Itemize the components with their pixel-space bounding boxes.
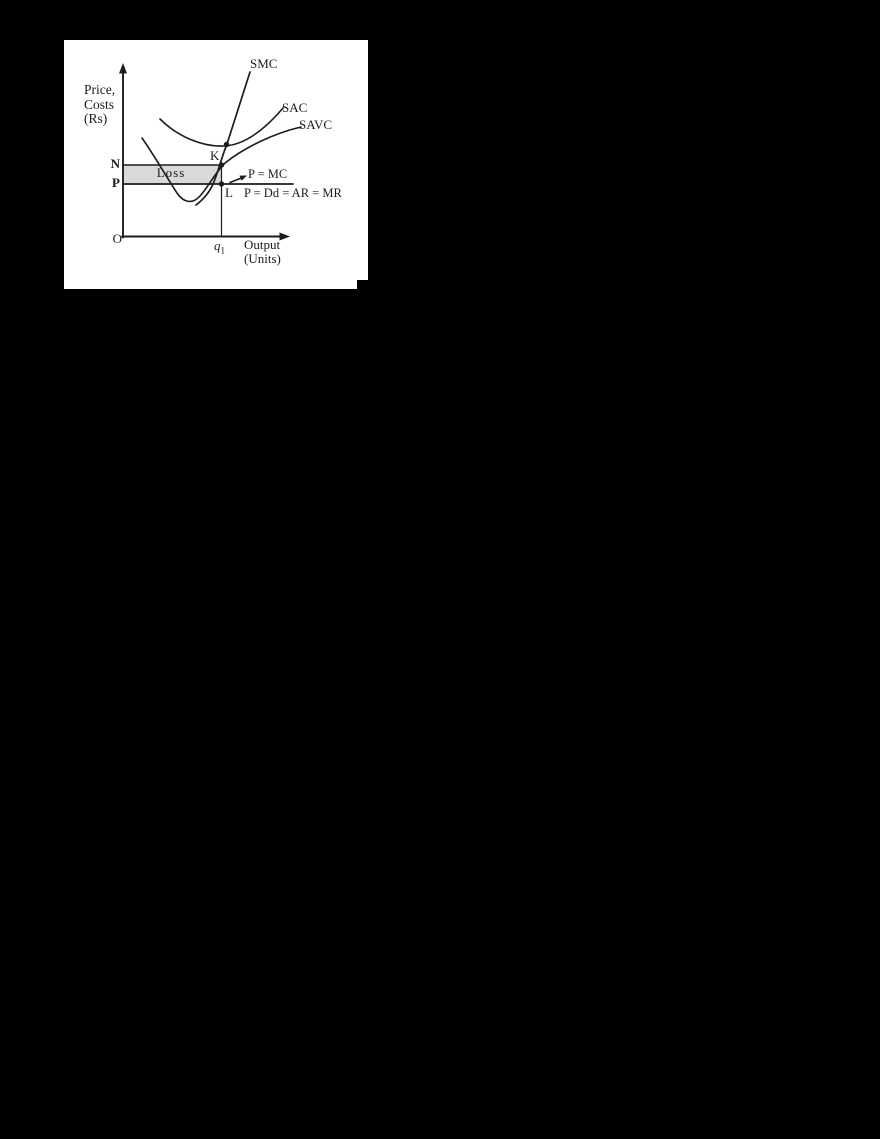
y-axis-label xyxy=(84,83,115,127)
figure-panel xyxy=(64,40,368,289)
y-axis-label-line3: (Rs) xyxy=(84,111,108,126)
p-price-mark: P xyxy=(112,175,120,190)
panel-corner-notch xyxy=(357,280,368,289)
sac-curve-label: SAC xyxy=(282,100,308,115)
y-axis-label-line2: Costs xyxy=(84,96,115,112)
x-axis-arrowhead-icon xyxy=(280,233,291,241)
x-axis-label-line1: Output xyxy=(244,237,281,252)
q1-tick-label xyxy=(214,239,225,258)
n-price-mark: N xyxy=(110,156,120,171)
q1-tick-base: q xyxy=(214,238,221,253)
y-axis-arrowhead-icon xyxy=(119,63,127,74)
fill-group xyxy=(119,63,290,241)
smc-curve-label: SMC xyxy=(250,56,278,71)
x-axis-label-line2: (Units) xyxy=(244,251,281,266)
origin-label: O xyxy=(112,231,122,246)
x-axis-label xyxy=(244,238,281,266)
sac-min-dot xyxy=(224,142,229,147)
savc-curve-label: SAVC xyxy=(299,117,333,132)
point-k-label: K xyxy=(210,148,220,163)
demand-line-label: P = Dd = AR = MR xyxy=(244,186,342,200)
y-axis-label-line1: Price, xyxy=(84,82,116,97)
mc-arrowhead-icon xyxy=(240,176,248,181)
p-equals-mc-label: P = MC xyxy=(248,167,288,181)
mc-arrow-shaft xyxy=(230,178,242,183)
point-k-dot xyxy=(219,162,224,167)
point-l-dot xyxy=(219,181,224,186)
loss-area-label: Loss xyxy=(156,165,186,180)
q1-tick-sub: 1 xyxy=(220,245,225,256)
point-l-label: L xyxy=(225,185,233,200)
